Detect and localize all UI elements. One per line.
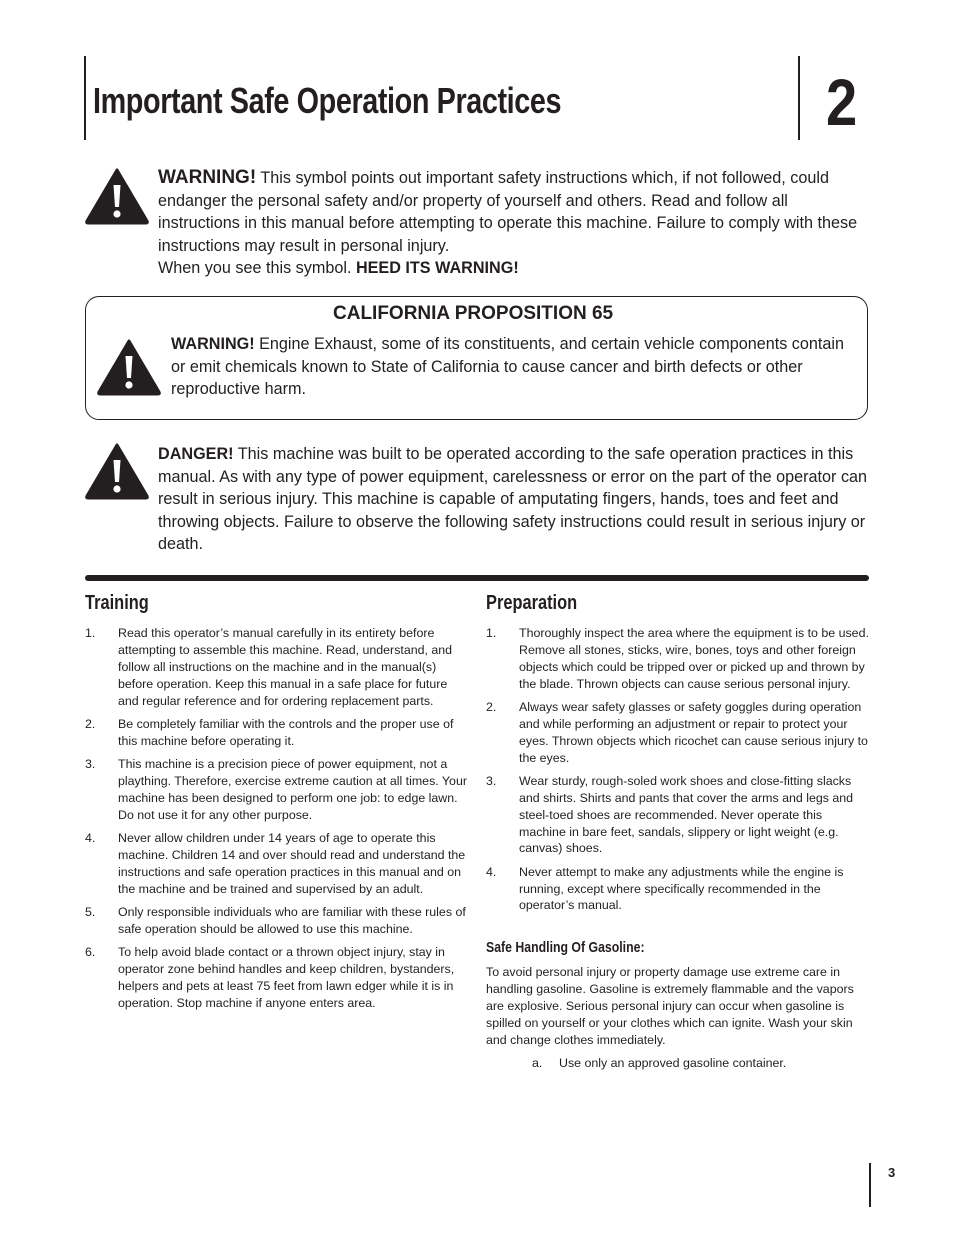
list-number: 3. — [85, 756, 96, 771]
preparation-list — [486, 625, 872, 921]
danger-statement — [158, 443, 872, 556]
list-number: 6. — [85, 944, 96, 959]
list-text: Only responsible individuals who are familiar with these rules of safe operation should be allowed to use this machine. — [118, 904, 466, 936]
warning-triangle-icon — [84, 442, 150, 500]
warning-lead: WARNING! — [158, 167, 257, 188]
list-text: Thoroughly inspect the area where the equipment is to be used. Remove all stones, sticks, wire, bones, toys and other foreign objects which could be tripped over or picked up and thrown by the blade. Thrown objects can cause serious personal injury. — [519, 626, 869, 691]
list-text: To help avoid blade contact or a thrown object injury, stay in operator zone behind handles and keep children, bystanders, helpers and pets at least 75 feet from lawn edger while it is in operation. Stop machine if anyone enters area. — [118, 944, 455, 1010]
list-number: 3. — [486, 773, 497, 788]
list-number: 2. — [85, 716, 96, 731]
chapter-number: 2 — [826, 65, 858, 139]
list-text: This machine is a precision piece of power equipment, not a plaything. Therefore, exercise extreme caution at all times. Your machine has been designed to perform one job: to edge lawn. Do not use it for any other purpose. — [118, 756, 467, 822]
training-list — [85, 625, 469, 1018]
list-number: a. — [532, 1056, 543, 1070]
page-number: 3 — [888, 1165, 896, 1180]
california-warning-body: Engine Exhaust, some of its constituents, and certain vehicle components contain or emit chemicals known to State of California to cause cancer and birth defects or other reproductive harm. — [171, 335, 845, 398]
list-number: 1. — [486, 626, 497, 640]
danger-lead: DANGER! — [158, 445, 234, 463]
list-item — [85, 716, 469, 750]
warning-triangle-icon — [96, 338, 162, 396]
training-heading: Training — [85, 592, 149, 614]
list-text: Always wear safety glasses or safety goggles during operation and while performing an adjustment or repair to protect your eyes. Thrown objects which ricochet can cause serious injury to the eyes. — [519, 699, 868, 765]
page-title: Important Safe Operation Practices — [93, 80, 562, 121]
preparation-heading: Preparation — [486, 592, 578, 614]
title-left-rule — [84, 56, 86, 140]
heed-warning: HEED ITS WARNING! — [355, 259, 519, 277]
list-text: Read this operator’s manual carefully in its entirety before attempting to assemble this machine. Read, understand, and follow all instructions on the machine and in the manual(s) before operation. Keep this manual in a safe place for future and regular reference and for ordering replacement parts. — [118, 626, 453, 708]
list-text: Wear sturdy, rough-soled work shoes and close-fitting slacks and shirts. Shirts and pants that cover the arms and legs and steel-toed shoes are recommended. Never operate this machine in bare feet, sandals, slippery or light weight (e.g. canvas) shoes. — [519, 773, 854, 856]
section-divider — [85, 575, 869, 581]
list-item — [85, 756, 469, 824]
list-item — [486, 773, 872, 858]
list-item — [85, 944, 469, 1012]
list-item — [85, 625, 469, 710]
list-item — [85, 904, 469, 938]
list-text: Never attempt to make any adjustments while the engine is running, except where specifically recommended in the operator’s manual. — [519, 864, 844, 913]
warning-symbol-line: When you see this symbol. — [158, 259, 356, 277]
list-text: Never allow children under 14 years of age to operate this machine. Children 14 and over should read and understand the instructions and safe operation practices in this manual and on the machine and be trained and supervised by an adult. — [118, 830, 466, 896]
gasoline-item — [532, 1055, 862, 1072]
list-text: Be completely familiar with the controls and the proper use of this machine before operating it. — [118, 716, 454, 748]
warning-statement — [158, 167, 870, 280]
list-item — [85, 830, 469, 898]
chapter-divider-rule — [798, 56, 800, 140]
list-number: 2. — [486, 699, 497, 714]
list-number: 4. — [486, 864, 497, 879]
california-prop65-title: CALIFORNIA PROPOSITION 65 — [333, 303, 614, 324]
list-number: 4. — [85, 830, 96, 845]
list-item — [486, 625, 872, 693]
warning-body: This symbol points out important safety instructions which, if not followed, could endanger the personal safety and/or property of yourself and others. Read and follow all instructions in this manual before attempting to operate this machine. Failure to comply with these instructions may result in personal injury. — [158, 169, 858, 255]
list-item — [486, 864, 872, 915]
california-warning-statement — [171, 333, 861, 401]
california-warning-lead: WARNING! — [171, 335, 255, 353]
list-number: 1. — [85, 626, 96, 640]
gasoline-intro: To avoid personal injury or property damage use extreme care in handling gasoline. Gasoline is extremely flammable and the vapors are explosive. Serious personal injury can occur when gasoline is spilled on yourself or your clothes which can ignite. Wash your skin and change clothes immediately. — [486, 965, 854, 1047]
danger-body: This machine was built to be operated according to the safe operation practices in this manual. As with any type of power equipment, carelessness or error on the part of the operator can result in serious injury. This machine is capable of amputating fingers, hands, toes and feet and throwing objects. Failure to observe the following safety instructions could result in serious injury or death. — [158, 445, 868, 553]
footer-rule — [869, 1163, 871, 1207]
gasoline-heading: Safe Handling Of Gasoline: — [486, 939, 645, 956]
list-number: 5. — [85, 904, 96, 919]
list-item — [486, 699, 872, 767]
list-text: Use only an approved gasoline container. — [559, 1056, 787, 1070]
warning-triangle-icon — [84, 167, 150, 225]
